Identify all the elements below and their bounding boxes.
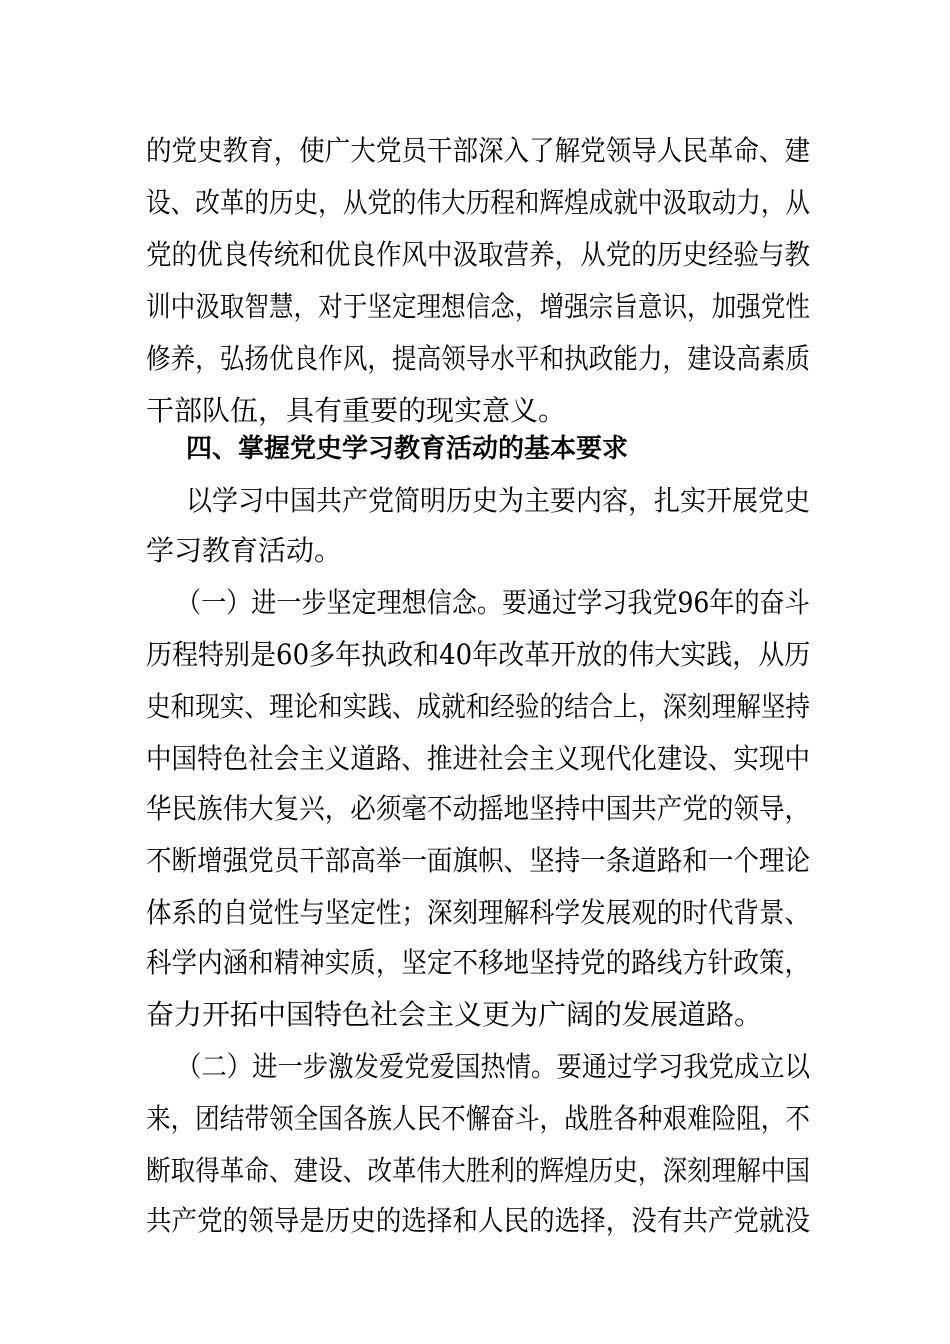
text-line: 修养，弘扬优良作风，提高领导水平和执政能力，建设高素质 [146, 342, 811, 375]
text-line: 学习教育活动。 [146, 534, 343, 567]
text-line: 不断增强党员干部高举一面旗帜、坚持一条道路和一个理论 [146, 844, 811, 877]
text-line: 来，团结带领全国各族人民不懈奋斗，战胜各种艰难险阻，不 [146, 1102, 811, 1135]
text-line: 中国特色社会主义道路、推进社会主义现代化建设、实现中 [146, 742, 811, 775]
text-line: 断取得革命、建设、改革伟大胜利的辉煌历史，深刻理解中国 [146, 1154, 811, 1187]
text-line: 科学内涵和精神实质，坚定不移地坚持党的路线方针政策， [146, 946, 811, 979]
paragraph-first-line: 以学习中国共产党简明历史为主要内容，扎实开展党史 [186, 484, 811, 517]
text-line: 华民族伟大复兴，必须毫不动摇地坚持中国共产党的领导， [146, 792, 811, 825]
text-line: 史和现实、理论和实践、成就和经验的结合上，深刻理解坚持 [146, 690, 811, 723]
subsection-first-line: （二）进一步激发爱党爱国热情。要通过学习我党成立以 [176, 1050, 811, 1083]
text-line: 训中汲取智慧，对于坚定理想信念，增强宗旨意识，加强党性 [146, 290, 811, 323]
text-line: 奋力开拓中国特色社会主义更为广阔的发展道路。 [146, 998, 763, 1031]
text-line: 的党史教育，使广大党员干部深入了解党领导人民革命、建 [146, 134, 811, 167]
subsection-first-line: （一）进一步坚定理想信念。要通过学习我党96年的奋斗 [176, 586, 810, 619]
text-line: 党的优良传统和优良作风中汲取营养，从党的历史经验与教 [146, 238, 811, 271]
text-line: 设、改革的历史，从党的伟大历程和辉煌成就中汲取动力，从 [146, 186, 811, 219]
text-line: 干部队伍，具有重要的现实意义。 [146, 394, 567, 427]
section-heading: 四、掌握党史学习教育活动的基本要求 [186, 434, 629, 464]
text-line: 历程特别是60多年执政和40年改革开放的伟大实践，从历 [146, 638, 811, 671]
text-line: 共产党的领导是历史的选择和人民的选择，没有共产党就没 [146, 1204, 811, 1237]
text-line: 体系的自觉性与坚定性；深刻理解科学发展观的时代背景、 [146, 896, 811, 929]
